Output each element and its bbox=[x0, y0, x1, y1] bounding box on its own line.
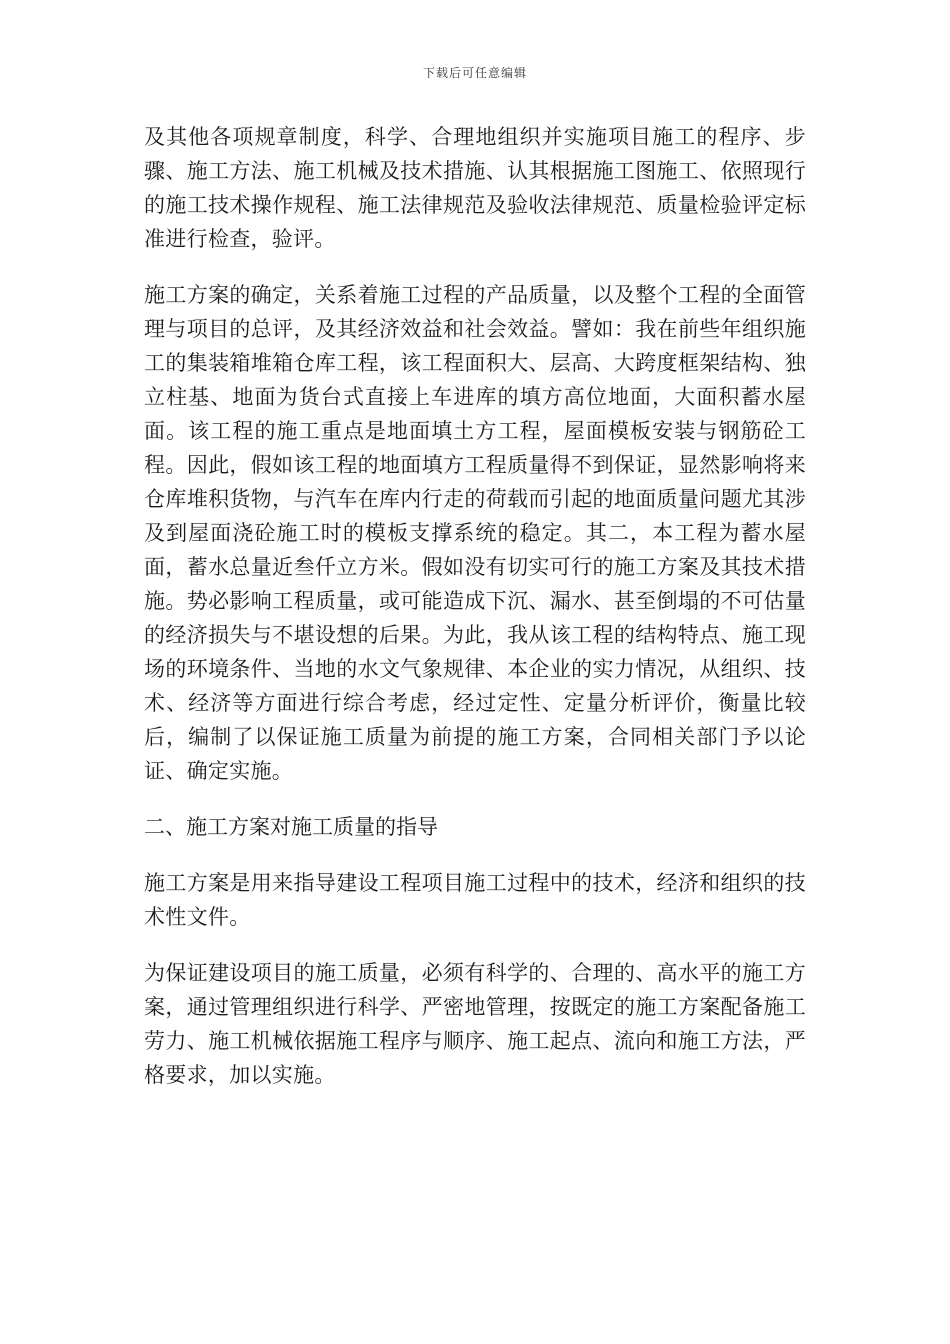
paragraph-plan-determination: 施工方案的确定，关系着施工过程的产品质量，以及整个工程的全面管理与项目的总评，及其经济效益和社会效益。譬如：我在前些年组织施工的集装箱堆箱仓库工程，该工程面积大、层高、大跨度框架结构、独立柱基、地面为货台式直接上车进库的填方高位地面，大面积蓄水屋面。该工程的施工重点是地面填土方工程，屋面模板安装与钢筋砼工程。因此，假如该工程的地面填方工程质量得不到保证，显然影响将来仓库堆积货物，与汽车在库内行走的荷载而引起的地面质量问题尤其涉及到屋面浇砼施工时的模板支撑系统的稳定。其二，本工程为蓄水屋面，蓄水总量近叁仟立方米。假如没有切实可行的施工方案及其技术措施。势必影响工程质量，或可能造成下沉、漏水、甚至倒塌的不可估量的经济损失与不堪设想的后果。为此，我从该工程的结构特点、施工现场的环境条件、当地的水文气象规律、本企业的实力情况，从组织、技术、经济等方面进行综合考虑，经过定性、定量分析评价，衡量比较后，编制了以保证施工质量为前提的施工方案，合同相关部门予以论证、确定实施。 bbox=[144, 283, 806, 783]
page-header: 下载后可任意编辑 bbox=[422, 66, 527, 80]
paragraph-quality-assurance: 为保证建设项目的施工质量，必须有科学的、合理的、高水平的施工方案，通过管理组织进行科学、严密地管理，按既定的施工方案配备施工劳力、施工机械依据施工程序与顺序、施工起点、流向和施工方法，严格要求，加以实施。 bbox=[144, 961, 806, 1087]
paragraph-regulations: 及其他各项规章制度，科学、合理地组织并实施项目施工的程序、步骤、施工方法、施工机械及技术措施、认其根据施工图施工、依照现行的施工技术操作规程、施工法律规范及验收法律规范、质量检验评定标准进行检查，验评。 bbox=[144, 125, 806, 251]
document-body bbox=[144, 120, 806, 1114]
section-heading: 二、施工方案对施工质量的指导 bbox=[144, 815, 438, 839]
paragraph-plan-definition: 施工方案是用来指导建设工程项目施工过程中的技术，经济和组织的技术性文件。 bbox=[144, 871, 806, 929]
